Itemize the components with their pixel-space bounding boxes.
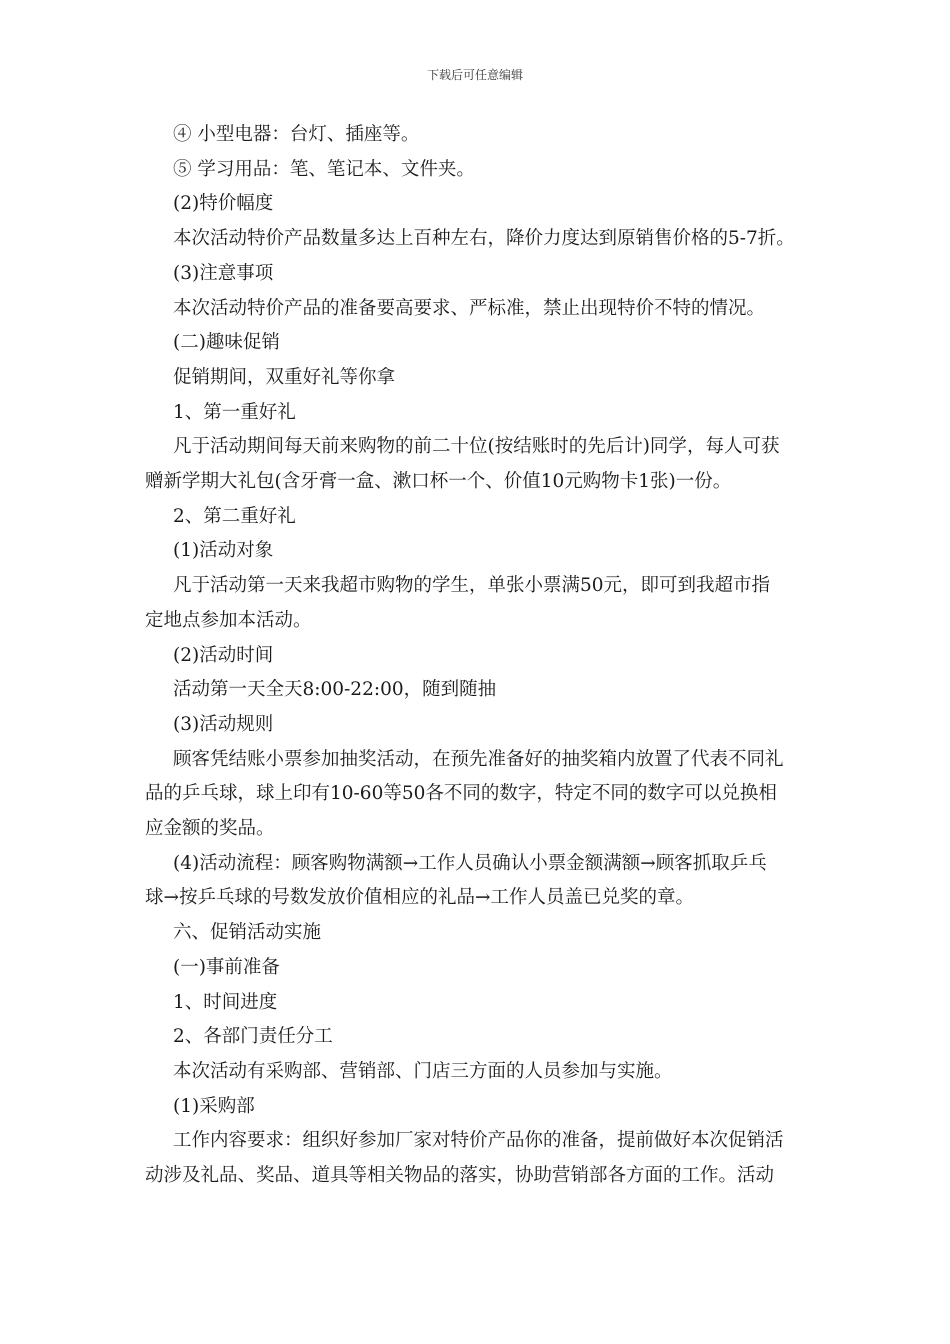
- document-body: [145, 118, 810, 1194]
- text-line: 1、第一重好礼: [173, 401, 296, 423]
- text-line: 工作内容要求：组织好参加厂家对特价产品你的准备，提前做好本次促销活: [173, 1130, 784, 1152]
- text-line: 赠新学期大礼包(含牙膏一盒、漱口杯一个、价值10元购物卡1张)一份。: [145, 471, 732, 493]
- text-line: 动涉及礼品、奖品、道具等相关物品的落实，协助营销部各方面的工作。活动: [145, 1165, 775, 1187]
- text-line: 2、各部门责任分工: [173, 1026, 333, 1048]
- text-line: 六、促销活动实施: [173, 922, 322, 944]
- text-line: (二)趣味促销: [173, 332, 280, 354]
- text-line: 凡于活动期间每天前来购物的前二十位(按结账时的先后计)同学，每人可获: [173, 436, 780, 458]
- text-line: 顾客凭结账小票参加抽奖活动，在预先准备好的抽奖箱内放置了代表不同礼: [173, 748, 784, 770]
- text-line: 本次活动有采购部、营销部、门店三方面的人员参加与实施。: [173, 1060, 673, 1082]
- text-line: (1)采购部: [173, 1095, 255, 1117]
- text-line: 1、时间进度: [173, 991, 278, 1013]
- text-line: (1)活动对象: [173, 540, 274, 562]
- text-line: 应金额的奖品。: [145, 818, 275, 840]
- text-line: (2)活动时间: [173, 644, 274, 666]
- text-line: ④ 小型电器：台灯、插座等。: [173, 124, 420, 145]
- text-line: (一)事前准备: [173, 956, 280, 978]
- text-line: 凡于活动第一天来我超市购物的学生，单张小票满50元，即可到我超市指: [173, 575, 771, 597]
- text-line: 定地点参加本活动。: [145, 609, 312, 631]
- text-line: 球→按乒乓球的号数发放价值相应的礼品→工作人员盖已兑奖的章。: [145, 887, 695, 909]
- text-line: (2)特价幅度: [173, 193, 274, 215]
- text-line: (3)活动规则: [173, 713, 274, 735]
- text-line: (3)注意事项: [173, 262, 274, 284]
- text-line: ⑤ 学习用品：笔、笔记本、文件夹。: [173, 158, 475, 180]
- text-line: 品的乒乓球，球上印有10-60等50各不同的数字，特定不同的数字可以兑换相: [145, 783, 777, 805]
- page-header: 下载后可任意编辑: [426, 68, 523, 82]
- text-line: 2、第二重好礼: [173, 505, 296, 527]
- text-line: 本次活动特价产品数量多达上百种左右，降价力度达到原销售价格的5-7折。: [173, 228, 795, 250]
- text-line: (4)活动流程：顾客购物满额→工作人员确认小票金额满额→顾客抓取乒乓: [173, 852, 767, 874]
- text-line: 本次活动特价产品的准备要高要求、严标准，禁止出现特价不特的情况。: [173, 297, 766, 319]
- text-line: 活动第一天全天8:00-22:00，随到随抽: [173, 679, 497, 701]
- text-line: 促销期间，双重好礼等你拿: [173, 366, 396, 388]
